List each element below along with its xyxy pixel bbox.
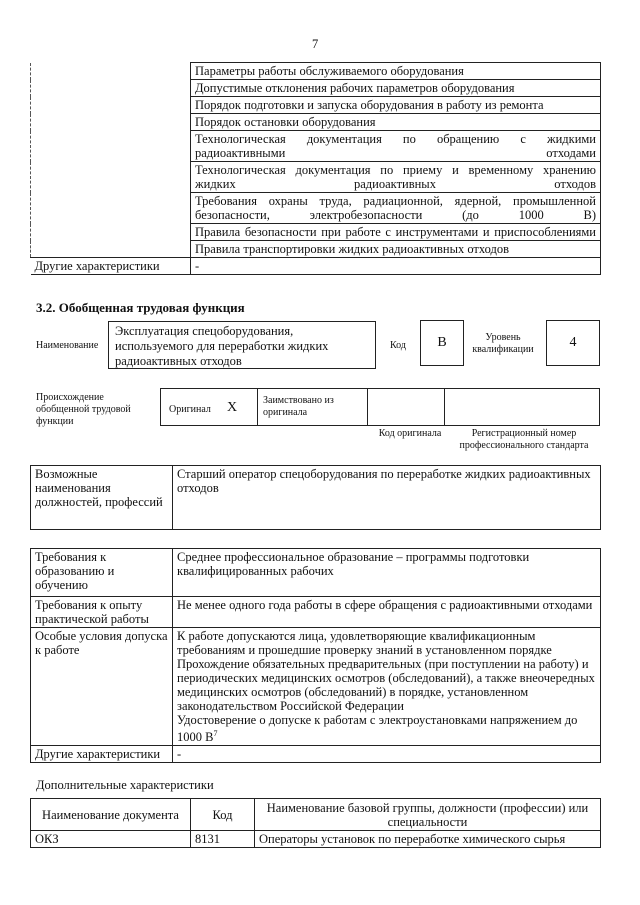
knowledge-item: Технологическая документация по приему и временному хранению жидких радиоактивных отходов (191, 162, 601, 193)
reg-number-label: Регистрационный номер профессионального стандарта (459, 428, 589, 451)
admission-line-text: Удостоверение о допуске к работам с электроустановками напряжением до 1000 В (177, 713, 578, 745)
additional-table (30, 798, 601, 848)
row-code: 8131 (191, 831, 255, 848)
admission-line: К работе допускаются лица, удовлетворяющие квалификационным требованиям и прошедшие проверку знаний в установленном порядке (177, 629, 552, 657)
level-value: 4 (546, 320, 600, 366)
original-mark: X (227, 400, 238, 415)
knowledge-item: Технологическая документация по обращению с жидкими радиоактивными отходами (191, 131, 601, 162)
knowledge-item: Порядок остановки оборудования (191, 114, 601, 131)
positions-label: Возможные наименования должностей, профессий (31, 466, 173, 530)
education-value: Среднее профессиональное образование – программы подготовки квалифицированных рабочих (173, 549, 601, 597)
original-cell (160, 388, 258, 426)
original-label: Оригинал (169, 404, 211, 415)
code-original-box (367, 388, 445, 426)
admission-line: Прохождение обязательных предварительных (при поступлении на работу) и периодических медицинских осмотров (обследований), а также внеочередных медицинских осмотров (обследований) в порядке, установленном законодательством Российской Федерации (177, 657, 595, 713)
knowledge-item: Правила безопасности при работе с инструментами и приспособлениями (191, 224, 601, 241)
section-title: 3.2. Обобщенная трудовая функция (36, 300, 245, 315)
header-group: Наименование базовой группы, должности (профессии) или специальности (255, 799, 601, 831)
experience-label: Требования к опыту практической работы (31, 597, 173, 628)
admission-label: Особые условия допуска к работе (31, 628, 173, 746)
page-number: 7 (312, 37, 319, 51)
positions-table (30, 465, 601, 530)
header-code: Код (191, 799, 255, 831)
row-group: Операторы установок по переработке химического сырья (255, 831, 601, 848)
origin-label: Происхождение обобщенной трудовой функции (36, 392, 131, 427)
footnote-mark: 7 (213, 729, 218, 738)
education-label: Требования к образованию и обучению (31, 549, 173, 597)
row-document: ОКЗ (31, 831, 191, 848)
knowledge-item: Правила транспортировки жидких радиоактивных отходов (191, 241, 601, 258)
code-label: Код (390, 340, 406, 351)
level-label: Уровень квалификации (472, 332, 534, 355)
code-value: B (420, 320, 464, 366)
positions-value: Старший оператор спецоборудования по переработке жидких радиоактивных отходов (173, 466, 601, 530)
code-original-label: Код оригинала (378, 428, 442, 439)
other-req-label: Другие характеристики (31, 746, 173, 763)
other-req-value: - (173, 746, 601, 763)
knowledge-table (30, 62, 601, 275)
reg-number-box (444, 388, 600, 426)
additional-title: Дополнительные характеристики (36, 778, 214, 792)
knowledge-item: Параметры работы обслуживаемого оборудования (191, 63, 601, 80)
admission-value (173, 628, 601, 746)
header-document: Наименование документа (31, 799, 191, 831)
other-label: Другие характеристики (31, 258, 191, 275)
knowledge-item: Требования охраны труда, радиационной, ядерной, промышленной безопасности, электробезопасности (до 1000 В) (191, 193, 601, 224)
name-label: Наименование (36, 340, 99, 351)
name-value: Эксплуатация спецоборудования, используемого для переработки жидких радиоактивных отходов (108, 321, 376, 369)
knowledge-item: Допустимые отклонения рабочих параметров оборудования (191, 80, 601, 97)
requirements-table (30, 548, 601, 763)
experience-value: Не менее одного года работы в сфере обращения с радиоактивными отходами (173, 597, 601, 628)
other-value: - (191, 258, 601, 275)
borrowed-label: Заимствовано из оригинала (257, 388, 368, 426)
empty-label-cell (31, 63, 191, 258)
admission-line (177, 713, 596, 744)
knowledge-item: Порядок подготовки и запуска оборудования в работу из ремонта (191, 97, 601, 114)
